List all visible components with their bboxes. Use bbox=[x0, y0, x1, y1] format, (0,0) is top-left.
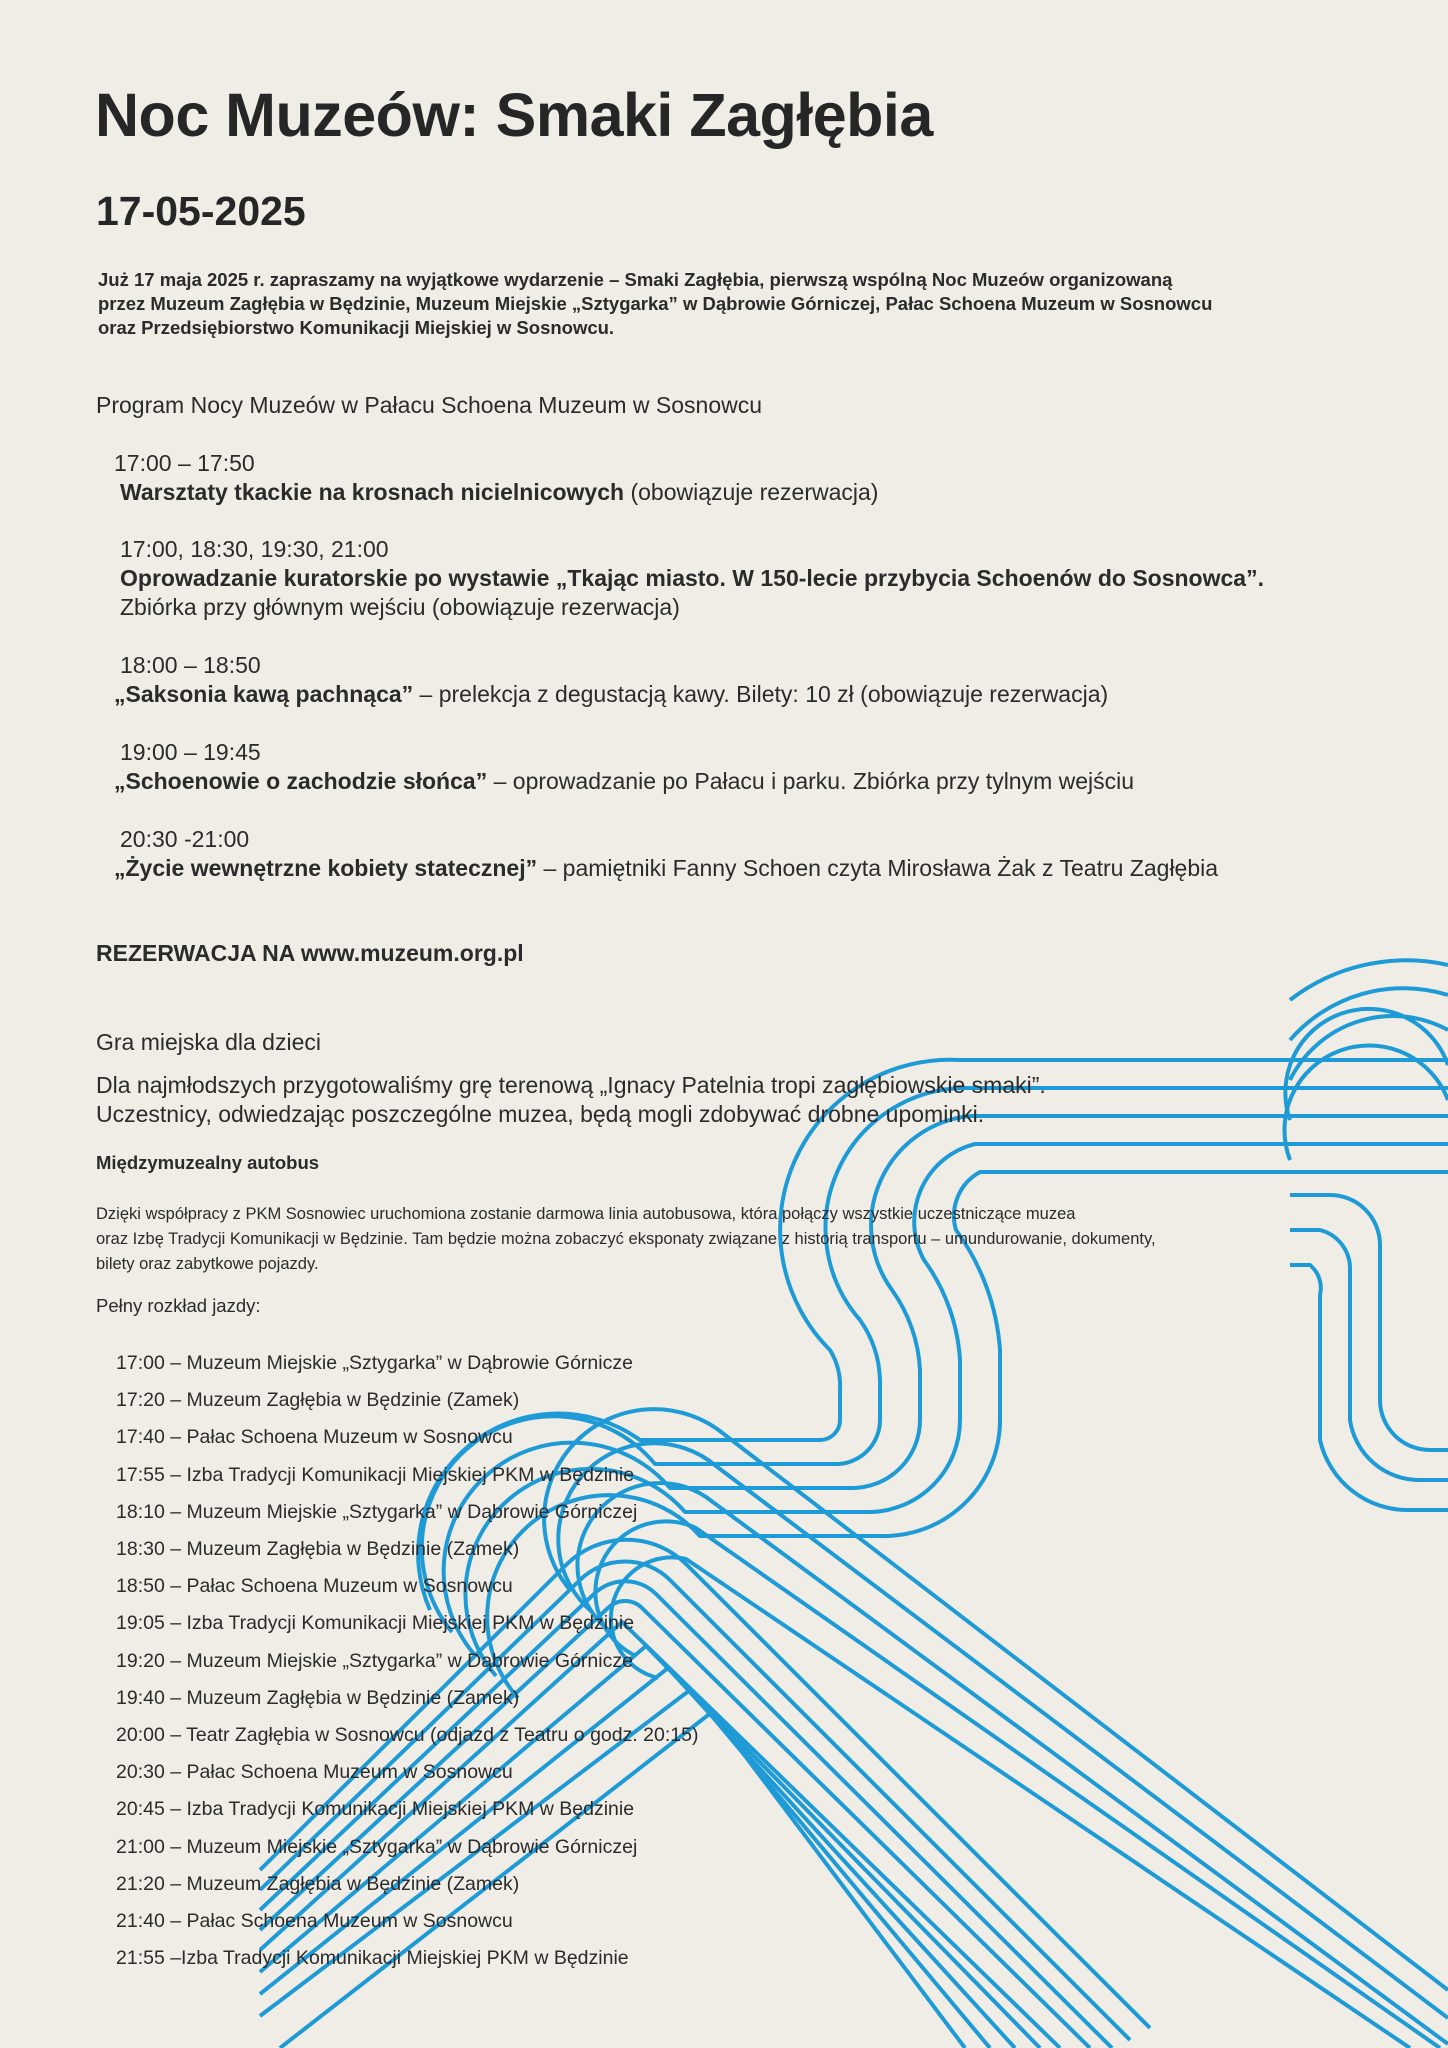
event-title: Warsztaty tkackie na krosnach nicielnicowych bbox=[120, 479, 625, 505]
page-title: Noc Muzeów: Smaki Zagłębia bbox=[95, 81, 933, 149]
schedule-item: 19:20 – Muzeum Miejskie „Sztygarka” w Dąbrowie Górnicze bbox=[116, 1649, 633, 1672]
game-line: Dla najmłodszych przygotowaliśmy grę terenową „Ignacy Patelnia tropi zagłębiowskie smaki”. bbox=[96, 1072, 1046, 1098]
bus-line: oraz Izbę Tradycji Komunikacji w Będzinie. Tam będzie można zobaczyć eksponaty związane z historią transportu – umundurowanie, dokumenty, bbox=[96, 1230, 1156, 1248]
event-title: „Schoenowie o zachodzie słońca” bbox=[114, 768, 488, 794]
event-time: 20:30 -21:00 bbox=[120, 826, 250, 852]
event-time: 17:00 – 17:50 bbox=[114, 450, 255, 476]
game-line: Uczestnicy, odwiedzając poszczególne muzea, będą mogli zdobywać drobne upominki. bbox=[96, 1101, 985, 1127]
reservation-link[interactable]: REZERWACJA NA www.muzeum.org.pl bbox=[96, 940, 524, 966]
schedule-item: 20:00 – Teatr Zagłębia w Sosnowcu (odjazd z Teatru o godz. 20:15) bbox=[116, 1724, 699, 1747]
intro-line: oraz Przedsiębiorstwo Komunikacji Miejskiej w Sosnowcu. bbox=[98, 317, 615, 338]
bus-description bbox=[96, 1202, 1156, 1277]
event-date: 17-05-2025 bbox=[96, 188, 306, 234]
schedule-item: 17:40 – Pałac Schoena Muzeum w Sosnowcu bbox=[116, 1426, 513, 1449]
event-time: 18:00 – 18:50 bbox=[120, 652, 261, 678]
event-description bbox=[114, 855, 1218, 882]
event-description bbox=[120, 565, 1264, 592]
schedule-item: 21:55 –Izba Tradycji Komunikacji Miejskiej PKM w Będzinie bbox=[116, 1947, 629, 1970]
event-extra: Zbiórka przy głównym wejściu (obowiązuje rezerwacja) bbox=[120, 594, 680, 620]
event-description bbox=[114, 681, 1108, 708]
intro-line: przez Muzeum Zagłębia w Będzinie, Muzeum Miejskie „Sztygarka” w Dąbrowie Górniczej, Pałac Schoena Muzeum w Sosnowcu bbox=[98, 293, 1213, 314]
event-note: – oprowadzanie po Pałacu i parku. Zbiórka przy tylnym wejściu bbox=[487, 768, 1135, 794]
schedule-item: 17:00 – Muzeum Miejskie „Sztygarka” w Dąbrowie Górnicze bbox=[116, 1352, 633, 1374]
program-heading: Program Nocy Muzeów w Pałacu Schoena Muzeum w Sosnowcu bbox=[96, 392, 763, 418]
bus-line: Dzięki współpracy z PKM Sosnowiec uruchomiona zostanie darmowa linia autobusowa, która połączy wszystkie uczestniczące muzea bbox=[96, 1205, 1076, 1223]
event-note: – prelekcja z degustacją kawy. Bilety: 10 zł (obowiązuje rezerwacja) bbox=[413, 681, 1109, 707]
schedule-item: 21:40 – Pałac Schoena Muzeum w Sosnowcu bbox=[116, 1910, 513, 1933]
schedule-item: 17:20 – Muzeum Zagłębia w Będzinie (Zamek) bbox=[116, 1389, 520, 1412]
event-title: „Saksonia kawą pachnąca” bbox=[114, 681, 414, 707]
schedule-item: 18:10 – Muzeum Miejskie „Sztygarka” w Dąbrowie Górniczej bbox=[116, 1500, 638, 1523]
schedule-item: 21:20 – Muzeum Zagłębia w Będzinie (Zamek) bbox=[116, 1872, 520, 1895]
schedule-item: 17:55 – Izba Tradycji Komunikacji Miejskiej PKM w Będzinie bbox=[116, 1463, 635, 1486]
schedule-item: 20:30 – Pałac Schoena Muzeum w Sosnowcu bbox=[116, 1761, 513, 1784]
intro-line: Już 17 maja 2025 r. zapraszamy na wyjątkowe wydarzenie – Smaki Zagłębia, pierwszą wspólną Noc Muzeów organizowaną bbox=[98, 269, 1173, 290]
event-time: 19:00 – 19:45 bbox=[120, 739, 261, 765]
event-note: (obowiązuje rezerwacja) bbox=[624, 479, 879, 505]
event-time: 17:00, 18:30, 19:30, 21:00 bbox=[120, 536, 389, 562]
schedule-heading: Pełny rozkład jazdy: bbox=[96, 1295, 261, 1316]
schedule-item: 20:45 – Izba Tradycji Komunikacji Miejskiej PKM w Będzinie bbox=[116, 1798, 635, 1821]
game-heading: Gra miejska dla dzieci bbox=[96, 1029, 321, 1055]
schedule-item: 21:00 – Muzeum Miejskie „Sztygarka” w Dąbrowie Górniczej bbox=[116, 1835, 638, 1858]
intro-paragraph bbox=[98, 268, 1328, 340]
schedule-item: 18:50 – Pałac Schoena Muzeum w Sosnowcu bbox=[116, 1575, 513, 1598]
schedule-item: 18:30 – Muzeum Zagłębia w Będzinie (Zamek) bbox=[116, 1538, 520, 1561]
event-description bbox=[120, 479, 878, 506]
bus-heading: Międzymuzealny autobus bbox=[96, 1152, 320, 1173]
schedule-item: 19:40 – Muzeum Zagłębia w Będzinie (Zamek) bbox=[116, 1686, 520, 1709]
game-description bbox=[96, 1071, 1046, 1129]
event-note: – pamiętniki Fanny Schoen czyta Mirosława Żak z Teatru Zagłębia bbox=[537, 855, 1219, 881]
bus-line: bilety oraz zabytkowe pojazdy. bbox=[96, 1255, 319, 1273]
event-title: „Życie wewnętrzne kobiety statecznej” bbox=[114, 855, 538, 881]
event-description bbox=[114, 768, 1134, 795]
event-title: Oprowadzanie kuratorskie po wystawie „Tkając miasto. W 150-lecie przybycia Schoenów do Sosnowca”. bbox=[120, 565, 1264, 591]
schedule-item: 19:05 – Izba Tradycji Komunikacji Miejskiej PKM w Będzinie bbox=[116, 1612, 635, 1635]
schedule-list bbox=[116, 1345, 698, 1977]
